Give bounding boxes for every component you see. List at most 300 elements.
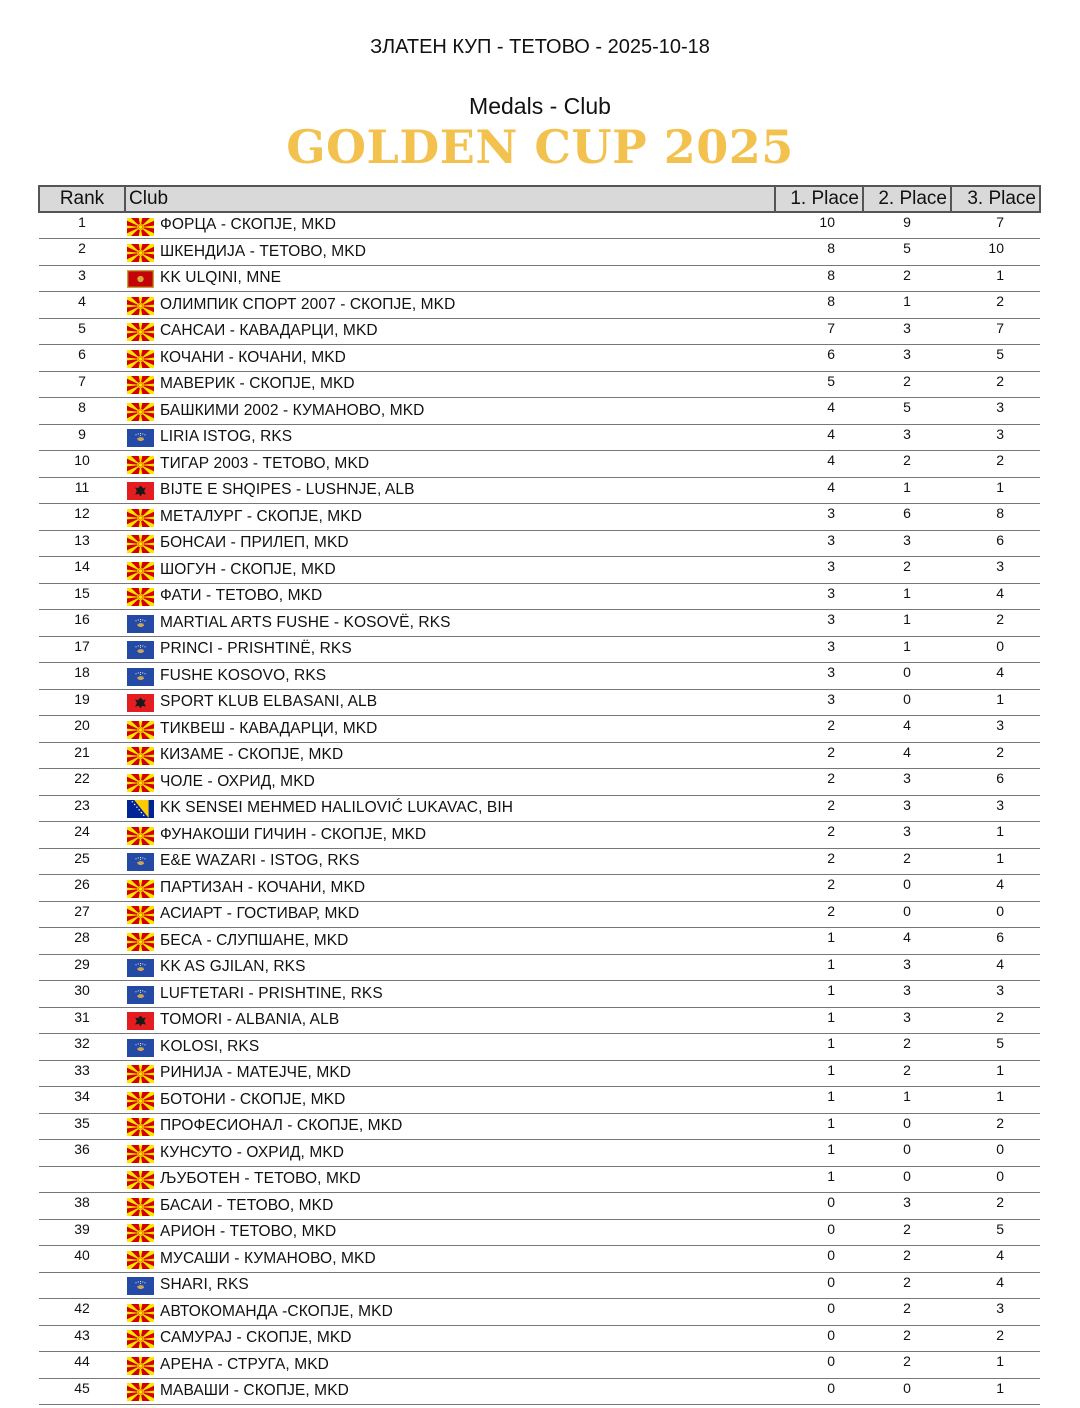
second-place-count: 2 [863, 1299, 951, 1326]
second-place-count: 3 [863, 769, 951, 796]
club-name: ФУНАКОШИ ГИЧИН - СКОПЈЕ, MKD [160, 825, 427, 843]
second-place-count: 9 [863, 212, 951, 239]
first-place-count: 3 [775, 530, 863, 557]
table-row [39, 1272, 1040, 1299]
second-place-count: 3 [863, 954, 951, 981]
first-place-count: 7 [775, 318, 863, 345]
mkd-flag-icon [127, 1357, 154, 1375]
rank-cell: 34 [39, 1087, 125, 1114]
mkd-flag-icon [127, 1330, 154, 1348]
rank-cell: 3 [39, 265, 125, 292]
first-place-count: 3 [775, 636, 863, 663]
rank-cell: 9 [39, 424, 125, 451]
table-row [39, 663, 1040, 690]
third-place-count: 5 [951, 1034, 1040, 1061]
first-place-count: 1 [775, 1060, 863, 1087]
first-place-count: 3 [775, 583, 863, 610]
club-name: АРИОН - ТЕТОВО, MKD [160, 1223, 337, 1241]
first-place-count: 8 [775, 265, 863, 292]
table-row [39, 1219, 1040, 1246]
first-place-count: 1 [775, 981, 863, 1008]
rank-cell: 28 [39, 928, 125, 955]
club-name: МАВАШИ - СКОПЈЕ, MKD [160, 1382, 349, 1400]
club-name: АВТОКОМАНДА -СКОПЈЕ, MKD [160, 1302, 393, 1320]
second-place-count: 2 [863, 1219, 951, 1246]
table-row [39, 424, 1040, 451]
mkd-flag-icon [127, 721, 154, 739]
first-place-count: 3 [775, 663, 863, 690]
third-place-count: 7 [951, 318, 1040, 345]
first-place-count: 4 [775, 424, 863, 451]
mkd-flag-icon [127, 1383, 154, 1401]
first-place-count: 0 [775, 1193, 863, 1220]
club-cell [125, 398, 775, 425]
second-place-count: 0 [863, 1113, 951, 1140]
second-place-count: 4 [863, 742, 951, 769]
first-place-count: 1 [775, 1140, 863, 1167]
club-cell [125, 212, 775, 239]
rks-flag-icon [127, 429, 154, 447]
second-place-count: 2 [863, 371, 951, 398]
second-place-count: 0 [863, 663, 951, 690]
club-name: E&E WAZARI - ISTOG, RKS [160, 852, 360, 870]
first-place-count: 0 [775, 1272, 863, 1299]
third-place-count: 2 [951, 292, 1040, 319]
rank-cell: 31 [39, 1007, 125, 1034]
table-row [39, 1087, 1040, 1114]
club-name: FUSHE KOSOVO, RKS [160, 666, 327, 684]
table-row [39, 848, 1040, 875]
club-name: ПАРТИЗАН - КОЧАНИ, MKD [160, 878, 366, 896]
table-row [39, 318, 1040, 345]
first-place-count: 2 [775, 822, 863, 849]
club-name: KOLOSI, RKS [160, 1037, 260, 1055]
club-cell [125, 557, 775, 584]
third-place-count: 1 [951, 1378, 1040, 1405]
club-name: БАШКИМИ 2002 - КУМАНОВО, MKD [160, 401, 425, 419]
first-place-count: 1 [775, 1034, 863, 1061]
table-row [39, 769, 1040, 796]
second-place-count: 6 [863, 504, 951, 531]
rank-cell: 30 [39, 981, 125, 1008]
first-place-count: 4 [775, 477, 863, 504]
third-place-count: 3 [951, 981, 1040, 1008]
table-row [39, 1246, 1040, 1273]
first-place-count: 5 [775, 371, 863, 398]
table-row [39, 901, 1040, 928]
second-place-count: 3 [863, 1193, 951, 1220]
third-place-count: 2 [951, 610, 1040, 637]
club-name: ФАТИ - ТЕТОВО, MKD [160, 587, 323, 605]
club-name: БОТОНИ - СКОПЈЕ, MKD [160, 1090, 346, 1108]
club-name: МАВЕРИК - СКОПЈЕ, MKD [160, 375, 355, 393]
club-name: АСИАРТ - ГОСТИВАР, MKD [160, 905, 360, 923]
third-place-count: 7 [951, 212, 1040, 239]
rank-cell: 4 [39, 292, 125, 319]
club-cell [125, 1272, 775, 1299]
second-place-count: 1 [863, 636, 951, 663]
rank-column-header: Rank [39, 186, 125, 212]
third-place-column-header: 3. Place [951, 186, 1040, 212]
club-cell [125, 345, 775, 372]
rks-flag-icon [127, 959, 154, 977]
table-row [39, 583, 1040, 610]
table-row [39, 292, 1040, 319]
second-place-count: 2 [863, 451, 951, 478]
table-row [39, 1113, 1040, 1140]
table-row [39, 636, 1040, 663]
table-row [39, 928, 1040, 955]
second-place-count: 0 [863, 875, 951, 902]
club-cell [125, 716, 775, 743]
mkd-flag-icon [127, 1092, 154, 1110]
second-place-count: 0 [863, 1166, 951, 1193]
second-place-count: 2 [863, 1272, 951, 1299]
mkd-flag-icon [127, 1224, 154, 1242]
mkd-flag-icon [127, 376, 154, 394]
mkd-flag-icon [127, 323, 154, 341]
rank-cell: 19 [39, 689, 125, 716]
mkd-flag-icon [127, 1145, 154, 1163]
mkd-flag-icon [127, 456, 154, 474]
table-row [39, 1034, 1040, 1061]
rank-cell: 33 [39, 1060, 125, 1087]
first-place-count: 1 [775, 928, 863, 955]
first-place-count: 1 [775, 1007, 863, 1034]
first-place-count: 1 [775, 1087, 863, 1114]
second-place-count: 2 [863, 265, 951, 292]
alb-flag-icon [127, 1012, 154, 1030]
table-row [39, 557, 1040, 584]
rank-cell: 12 [39, 504, 125, 531]
second-place-count: 3 [863, 981, 951, 1008]
club-cell [125, 663, 775, 690]
first-place-count: 6 [775, 345, 863, 372]
club-cell [125, 583, 775, 610]
club-cell [125, 875, 775, 902]
table-row [39, 1007, 1040, 1034]
second-place-count: 0 [863, 1378, 951, 1405]
third-place-count: 3 [951, 716, 1040, 743]
second-place-count: 0 [863, 1140, 951, 1167]
table-body [39, 212, 1040, 1405]
rank-cell: 38 [39, 1193, 125, 1220]
club-name: KK ULQINI, MNE [160, 269, 282, 287]
club-name: КУНСУТО - ОХРИД, MKD [160, 1143, 345, 1161]
club-cell [125, 1352, 775, 1379]
club-cell [125, 848, 775, 875]
mkd-flag-icon [127, 218, 154, 236]
second-place-count: 2 [863, 1034, 951, 1061]
first-place-count: 0 [775, 1219, 863, 1246]
rank-cell: 29 [39, 954, 125, 981]
rank-cell: 8 [39, 398, 125, 425]
mkd-flag-icon [127, 1065, 154, 1083]
rank-cell: 44 [39, 1352, 125, 1379]
club-name: БОНСАИ - ПРИЛЕП, MKD [160, 534, 349, 552]
club-cell [125, 1087, 775, 1114]
club-name: KK SENSEI MEHMED HALILOVIĆ LUKAVAC, BIH [160, 799, 514, 817]
third-place-count: 0 [951, 901, 1040, 928]
table-row [39, 954, 1040, 981]
first-place-count: 1 [775, 954, 863, 981]
table-row [39, 1378, 1040, 1405]
third-place-count: 0 [951, 1140, 1040, 1167]
club-name: KK AS GJILAN, RKS [160, 958, 306, 976]
first-place-count: 4 [775, 398, 863, 425]
rank-cell: 5 [39, 318, 125, 345]
club-cell [125, 477, 775, 504]
first-place-count: 8 [775, 239, 863, 266]
club-name: ТИКВЕШ - КАВАДАРЦИ, MKD [160, 719, 378, 737]
first-place-column-header: 1. Place [775, 186, 863, 212]
mkd-flag-icon [127, 588, 154, 606]
third-place-count: 1 [951, 848, 1040, 875]
club-name: КОЧАНИ - КОЧАНИ, MKD [160, 348, 346, 366]
club-cell [125, 1299, 775, 1326]
rank-cell: 15 [39, 583, 125, 610]
third-place-count: 3 [951, 398, 1040, 425]
alb-flag-icon [127, 694, 154, 712]
club-cell [125, 292, 775, 319]
rks-flag-icon [127, 615, 154, 633]
mkd-flag-icon [127, 562, 154, 580]
second-place-count: 3 [863, 822, 951, 849]
club-name: LUFTETARI - PRISHTINE, RKS [160, 984, 383, 1002]
third-place-count: 2 [951, 1007, 1040, 1034]
club-cell [125, 1219, 775, 1246]
club-cell [125, 318, 775, 345]
second-place-count: 1 [863, 292, 951, 319]
table-row [39, 822, 1040, 849]
rank-cell: 7 [39, 371, 125, 398]
table-row [39, 265, 1040, 292]
first-place-count: 0 [775, 1299, 863, 1326]
second-place-count: 1 [863, 1087, 951, 1114]
rank-cell: 17 [39, 636, 125, 663]
club-cell [125, 954, 775, 981]
club-name: ШКЕНДИЈА - ТЕТОВО, MKD [160, 242, 367, 260]
second-place-column-header: 2. Place [863, 186, 951, 212]
event-banner: GOLDEN CUP 2025 [286, 120, 794, 174]
first-place-count: 0 [775, 1325, 863, 1352]
third-place-count: 6 [951, 530, 1040, 557]
club-cell [125, 1166, 775, 1193]
rank-cell: 25 [39, 848, 125, 875]
club-cell [125, 1113, 775, 1140]
bih-flag-icon [127, 800, 154, 818]
first-place-count: 3 [775, 504, 863, 531]
table-row [39, 1325, 1040, 1352]
first-place-count: 1 [775, 1113, 863, 1140]
mkd-flag-icon [127, 747, 154, 765]
rank-cell: 20 [39, 716, 125, 743]
club-cell [125, 1060, 775, 1087]
medals-table [38, 185, 1041, 1405]
rank-cell: 16 [39, 610, 125, 637]
club-cell [125, 1378, 775, 1405]
mkd-flag-icon [127, 297, 154, 315]
rks-flag-icon [127, 1277, 154, 1295]
third-place-count: 4 [951, 583, 1040, 610]
first-place-count: 2 [775, 901, 863, 928]
club-name: ЉУБОТЕН - ТЕТОВО, MKD [160, 1170, 361, 1188]
rank-cell [39, 1166, 125, 1193]
table-row [39, 742, 1040, 769]
table-row [39, 530, 1040, 557]
first-place-count: 2 [775, 769, 863, 796]
third-place-count: 10 [951, 239, 1040, 266]
mkd-flag-icon [127, 1251, 154, 1269]
mkd-flag-icon [127, 1118, 154, 1136]
second-place-count: 3 [863, 795, 951, 822]
table-row [39, 212, 1040, 239]
first-place-count: 1 [775, 1166, 863, 1193]
third-place-count: 1 [951, 689, 1040, 716]
document-title: ЗЛАТЕН КУП - ТЕТОВО - 2025-10-18 [370, 36, 710, 58]
table-row [39, 689, 1040, 716]
mkd-flag-icon [127, 509, 154, 527]
club-cell [125, 1193, 775, 1220]
club-cell [125, 981, 775, 1008]
table-row [39, 795, 1040, 822]
first-place-count: 0 [775, 1378, 863, 1405]
third-place-count: 3 [951, 424, 1040, 451]
club-name: МУСАШИ - КУМАНОВО, MKD [160, 1249, 376, 1267]
table-row [39, 1140, 1040, 1167]
rank-cell: 27 [39, 901, 125, 928]
rank-cell: 42 [39, 1299, 125, 1326]
rank-cell: 11 [39, 477, 125, 504]
first-place-count: 0 [775, 1246, 863, 1273]
first-place-count: 3 [775, 689, 863, 716]
club-cell [125, 610, 775, 637]
mne-flag-icon [127, 270, 154, 288]
mkd-flag-icon [127, 906, 154, 924]
club-cell [125, 901, 775, 928]
mkd-flag-icon [127, 880, 154, 898]
first-place-count: 0 [775, 1352, 863, 1379]
mkd-flag-icon [127, 403, 154, 421]
second-place-count: 5 [863, 239, 951, 266]
table-row [39, 398, 1040, 425]
table-row [39, 345, 1040, 372]
third-place-count: 6 [951, 769, 1040, 796]
club-name: БЕСА - СЛУПШАНЕ, MKD [160, 931, 349, 949]
rks-flag-icon [127, 853, 154, 871]
mkd-flag-icon [127, 774, 154, 792]
first-place-count: 2 [775, 716, 863, 743]
second-place-count: 3 [863, 424, 951, 451]
third-place-count: 1 [951, 1087, 1040, 1114]
club-cell [125, 1325, 775, 1352]
first-place-count: 4 [775, 451, 863, 478]
third-place-count: 4 [951, 1246, 1040, 1273]
second-place-count: 2 [863, 1060, 951, 1087]
club-cell [125, 371, 775, 398]
club-cell [125, 742, 775, 769]
club-cell [125, 239, 775, 266]
rank-cell: 1 [39, 212, 125, 239]
first-place-count: 2 [775, 795, 863, 822]
rank-cell: 21 [39, 742, 125, 769]
third-place-count: 4 [951, 954, 1040, 981]
third-place-count: 2 [951, 1193, 1040, 1220]
second-place-count: 3 [863, 345, 951, 372]
table-row [39, 1166, 1040, 1193]
mkd-flag-icon [127, 933, 154, 951]
mkd-flag-icon [127, 535, 154, 553]
club-cell [125, 769, 775, 796]
second-place-count: 2 [863, 1352, 951, 1379]
second-place-count: 0 [863, 689, 951, 716]
club-name: ОЛИМПИК СПОРТ 2007 - СКОПЈЕ, MKD [160, 295, 456, 313]
third-place-count: 2 [951, 1113, 1040, 1140]
club-name: BIJTE E SHQIPES - LUSHNJE, ALB [160, 481, 415, 499]
club-name: КИЗАМЕ - СКОПЈЕ, MKD [160, 746, 344, 764]
rank-cell: 35 [39, 1113, 125, 1140]
third-place-count: 0 [951, 636, 1040, 663]
second-place-count: 4 [863, 716, 951, 743]
rank-cell: 23 [39, 795, 125, 822]
club-cell [125, 451, 775, 478]
third-place-count: 3 [951, 795, 1040, 822]
club-name: LIRIA ISTOG, RKS [160, 428, 293, 446]
second-place-count: 0 [863, 901, 951, 928]
table-row [39, 477, 1040, 504]
mkd-flag-icon [127, 1198, 154, 1216]
second-place-count: 1 [863, 477, 951, 504]
third-place-count: 5 [951, 345, 1040, 372]
rank-cell: 39 [39, 1219, 125, 1246]
club-name: ТИГАР 2003 - ТЕТОВО, MKD [160, 454, 370, 472]
rank-cell: 14 [39, 557, 125, 584]
table-row [39, 371, 1040, 398]
second-place-count: 1 [863, 610, 951, 637]
first-place-count: 2 [775, 742, 863, 769]
rank-cell: 13 [39, 530, 125, 557]
alb-flag-icon [127, 482, 154, 500]
club-cell [125, 1140, 775, 1167]
mkd-flag-icon [127, 1171, 154, 1189]
club-cell [125, 1007, 775, 1034]
club-cell [125, 1246, 775, 1273]
club-name: САМУРАЈ - СКОПЈЕ, MKD [160, 1329, 352, 1347]
second-place-count: 3 [863, 530, 951, 557]
mkd-flag-icon [127, 827, 154, 845]
table-row [39, 1299, 1040, 1326]
club-name: ШОГУН - СКОПЈЕ, MKD [160, 560, 336, 578]
third-place-count: 1 [951, 265, 1040, 292]
rank-cell: 24 [39, 822, 125, 849]
rks-flag-icon [127, 641, 154, 659]
rks-flag-icon [127, 1039, 154, 1057]
table-row [39, 1060, 1040, 1087]
table-row [39, 875, 1040, 902]
second-place-count: 2 [863, 557, 951, 584]
table-header-row [39, 186, 1040, 212]
rank-cell: 2 [39, 239, 125, 266]
third-place-count: 1 [951, 1352, 1040, 1379]
third-place-count: 4 [951, 875, 1040, 902]
third-place-count: 8 [951, 504, 1040, 531]
club-name: MARTIAL ARTS FUSHE - KOSOVË, RKS [160, 613, 451, 631]
third-place-count: 4 [951, 1272, 1040, 1299]
first-place-count: 8 [775, 292, 863, 319]
rank-cell: 6 [39, 345, 125, 372]
third-place-count: 3 [951, 557, 1040, 584]
rank-cell: 26 [39, 875, 125, 902]
